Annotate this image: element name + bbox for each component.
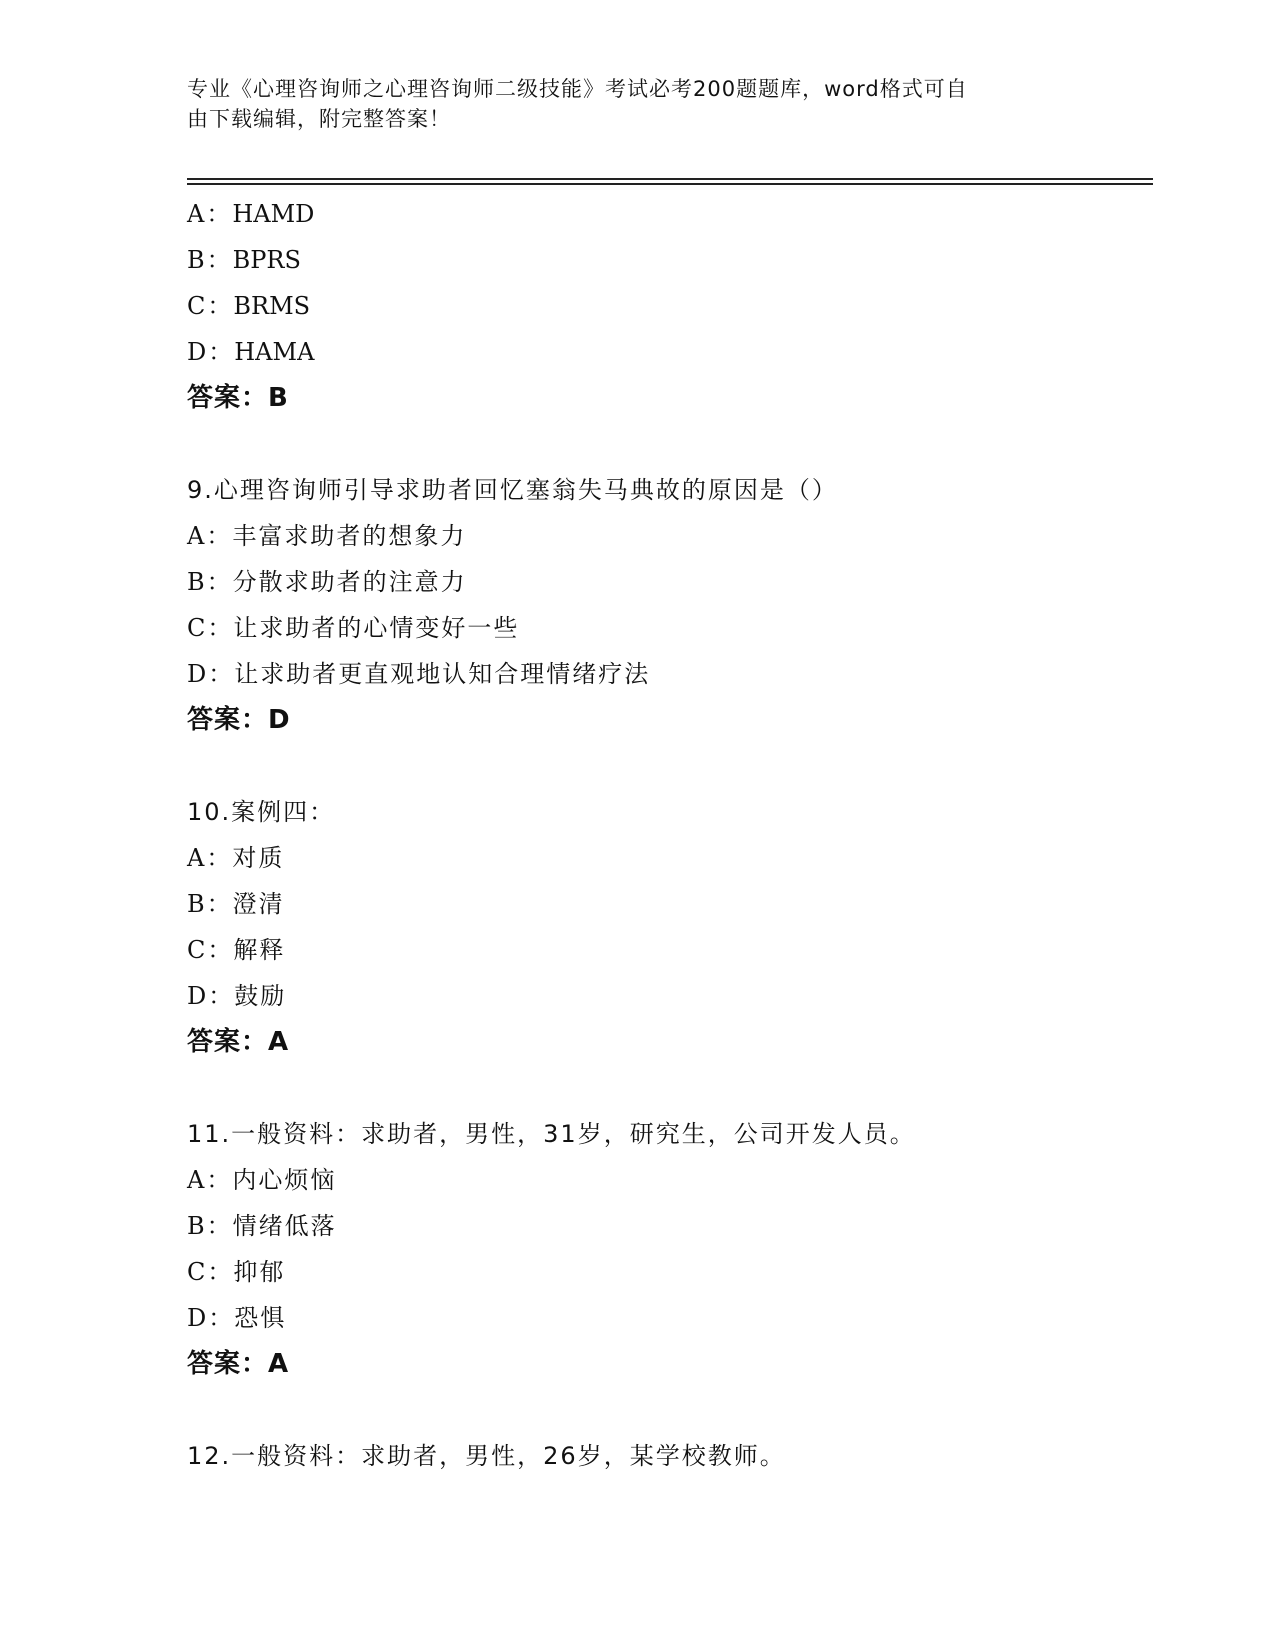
question-block-12 xyxy=(187,1434,1147,1479)
option-c: C：BRMS xyxy=(187,292,311,320)
header-line-2: 由下载编辑，附完整答案！ xyxy=(187,107,451,131)
question-title: 10.案例四： xyxy=(187,798,336,826)
header-divider-bottom xyxy=(187,183,1153,185)
question-title: 9.心理咨询师引导求助者回忆塞翁失马典故的原因是（） xyxy=(187,476,838,504)
question-block-8 xyxy=(187,191,1147,421)
question-block-9 xyxy=(187,468,1147,743)
option-b: B：情绪低落 xyxy=(187,1212,337,1240)
question-title: 11.一般资料：求助者，男性，31岁，研究生，公司开发人员。 xyxy=(187,1120,916,1148)
question-list xyxy=(187,191,1147,1526)
option-b: B：BPRS xyxy=(187,246,301,274)
option-a: A：对质 xyxy=(187,844,285,872)
option-c: C：抑郁 xyxy=(187,1258,286,1286)
answer-line: 答案：B xyxy=(187,383,289,413)
question-title: 12.一般资料：求助者，男性，26岁，某学校教师。 xyxy=(187,1442,786,1470)
option-c: C：让求助者的心情变好一些 xyxy=(187,614,520,642)
option-d: D：HAMA xyxy=(187,338,315,366)
answer-line: 答案：D xyxy=(187,705,291,735)
option-d: D：恐惧 xyxy=(187,1304,287,1332)
option-d: D：鼓励 xyxy=(187,982,287,1010)
question-block-10 xyxy=(187,790,1147,1065)
option-a: A：内心烦恼 xyxy=(187,1166,337,1194)
option-d: D：让求助者更直观地认知合理情绪疗法 xyxy=(187,660,651,688)
option-a: A：HAMD xyxy=(187,200,315,228)
document-header xyxy=(187,74,1067,134)
answer-line: 答案：A xyxy=(187,1349,290,1379)
option-b: B：分散求助者的注意力 xyxy=(187,568,467,596)
option-a: A：丰富求助者的想象力 xyxy=(187,522,467,550)
header-divider-top xyxy=(187,178,1153,180)
question-block-11 xyxy=(187,1112,1147,1387)
option-c: C：解释 xyxy=(187,936,286,964)
option-b: B：澄清 xyxy=(187,890,285,918)
answer-line: 答案：A xyxy=(187,1027,290,1057)
header-line-1: 专业《心理咨询师之心理咨询师二级技能》考试必考200题题库，word格式可自 xyxy=(187,77,968,101)
